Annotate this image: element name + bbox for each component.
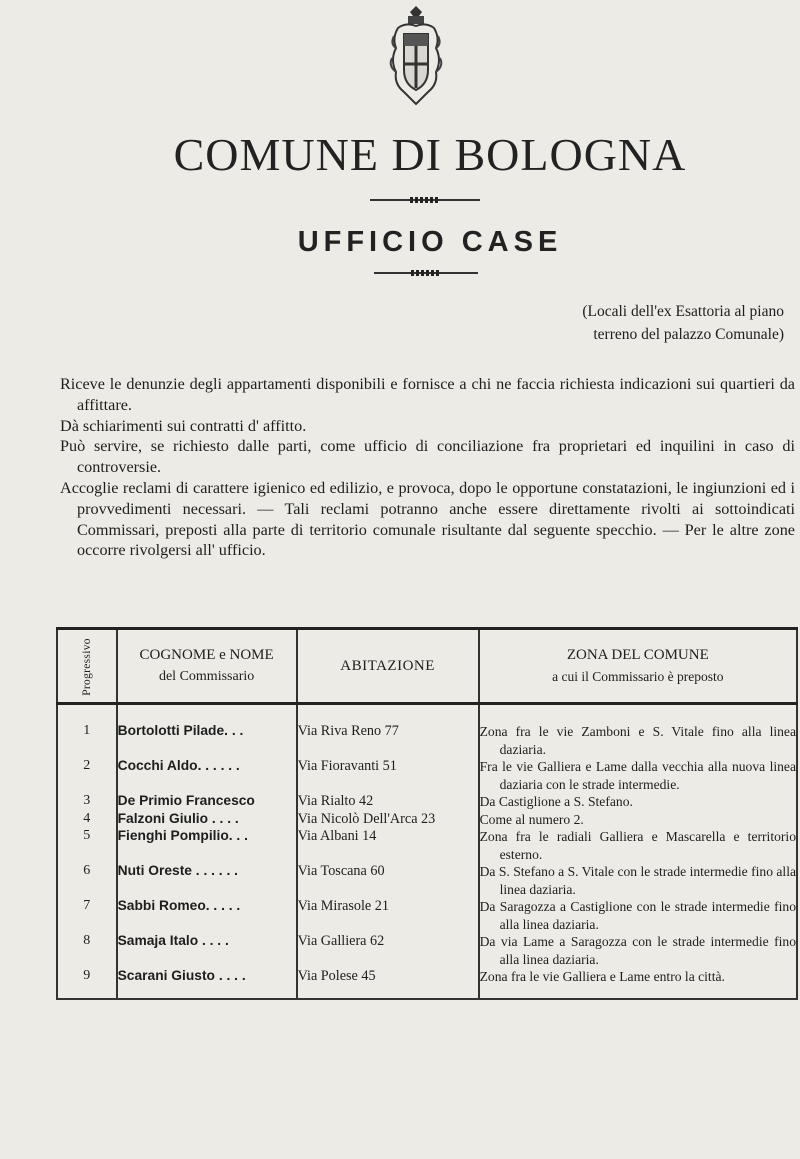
- commissioner-name: Fienghi Pompilio. . .: [117, 828, 297, 863]
- commissioner-name: Nuti Oreste . . . . . .: [117, 863, 297, 898]
- row-number: 1: [57, 704, 117, 759]
- header-name-line2: del Commissario: [158, 669, 255, 684]
- commissioner-zone: Da S. Stefano a S. Vitale con le strade intermedie fino alla linea daziaria.: [479, 864, 797, 897]
- commissioner-name: Bortolotti Pilade. . .: [117, 704, 297, 759]
- paragraph: Riceve le denunzie degli appartamenti disponibili e fornisce a chi ne faccia richiesta indicazioni sui quartieri da affittare.: [60, 375, 795, 414]
- commissioner-name: Cocchi Aldo. . . . . .: [117, 758, 297, 793]
- location-line: (Locali dell'ex Esattoria al piano: [582, 303, 784, 320]
- row-number: 7: [57, 898, 117, 933]
- commissioner-name: Sabbi Romeo. . . . .: [117, 898, 297, 933]
- location-line: terreno del palazzo Comunale): [593, 326, 784, 343]
- commissioner-address: Via Nicolò Dell'Arca 23: [297, 811, 479, 829]
- commissioner-name: De Primio Francesco: [117, 793, 297, 811]
- commissioner-name: Falzoni Giulio . . . .: [117, 811, 297, 829]
- commissioner-zone: Da Castiglione a S. Stefano.: [479, 793, 797, 811]
- commissioner-zone: Zona fra le radiali Galliera e Mascarella e territorio esterno.: [479, 829, 796, 862]
- office-location: [484, 300, 784, 346]
- commissioner-address: Via Riva Reno 77: [297, 704, 479, 759]
- header-progressivo: Progressivo: [57, 629, 117, 704]
- commissioner-address: Via Rialto 42: [297, 793, 479, 811]
- table-row: [57, 811, 797, 829]
- table-row: [57, 933, 797, 968]
- paragraph: Accoglie reclami di carattere igienico ed edilizio, e provoca, dopo le opportune constatazioni, le ingiunzioni ed i provvedimenti necessari. — Tali reclami potranno anche essere direttamente rivolti ai sottoindicati Commissari, preposti alla parte di territorio comunale risultante dal seguente specchio. — Per le altre zone occorre rivolgersi all' ufficio.: [60, 478, 795, 560]
- row-number: 6: [57, 863, 117, 898]
- coat-of-arms-icon: [388, 4, 444, 106]
- subtitle-divider: [374, 272, 478, 274]
- table-row: [57, 793, 797, 811]
- table-header-row: [57, 629, 797, 704]
- header-zone: [479, 629, 797, 704]
- commissioner-address: Via Albani 14: [297, 828, 479, 863]
- office-title: UFFICIO CASE: [297, 226, 563, 258]
- commissioner-name: Scarani Giusto . . . .: [117, 968, 297, 999]
- header-zone-line1: ZONA DEL COMUNE: [566, 647, 709, 663]
- table-row: [57, 863, 797, 898]
- commissioner-address: Via Fioravanti 51: [297, 758, 479, 793]
- title-divider: [370, 199, 480, 201]
- table-row: [57, 704, 797, 759]
- commissioner-address: Via Galliera 62: [297, 933, 479, 968]
- header-name: [117, 629, 297, 704]
- commissioner-zone: Da Saragozza a Castiglione con le strade intermedie fino alla linea daziaria.: [479, 899, 796, 932]
- table-row: [57, 758, 797, 793]
- commissioner-zone: Come al numero 2.: [479, 811, 797, 829]
- commissioner-address: Via Polese 45: [297, 968, 479, 999]
- row-number: 9: [57, 968, 117, 999]
- header-abitazione: ABITAZIONE: [297, 629, 479, 704]
- row-number: 4: [57, 811, 117, 829]
- row-number: 8: [57, 933, 117, 968]
- row-number: 2: [57, 758, 117, 793]
- table-row: [57, 828, 797, 863]
- commissioner-zone: Zona fra le vie Galliera e Lame entro la città.: [479, 968, 797, 999]
- page-title: COMUNE DI BOLOGNA: [173, 129, 687, 180]
- row-number: 5: [57, 828, 117, 863]
- commissioner-address: Via Toscana 60: [297, 863, 479, 898]
- commissioner-zone: Da via Lame a Saragozza con le strade intermedie fino alla linea daziaria.: [479, 934, 796, 967]
- table-row: [57, 898, 797, 933]
- paragraph: Può servire, se richiesto dalle parti, come ufficio di conciliazione fra proprietari ed inquilini in caso di controversie.: [60, 437, 795, 477]
- description: [60, 374, 795, 561]
- commissioner-address: Via Mirasole 21: [297, 898, 479, 933]
- row-number: 3: [57, 793, 117, 811]
- header-name-line1: COGNOME e NOME: [139, 647, 274, 663]
- table-row: [57, 968, 797, 999]
- commissioner-name: Samaja Italo . . . .: [117, 933, 297, 968]
- commissioner-zone: Zona fra le vie Zamboni e S. Vitale fino alla linea daziaria.: [479, 704, 797, 759]
- header-zone-line2: a cui il Commissario è preposto: [552, 669, 724, 684]
- commissioner-zone: Fra le vie Galliera e Lame dalla vecchia alla nuova linea daziaria con le strade intermedie.: [479, 759, 796, 792]
- commissioners-table: [56, 627, 798, 1000]
- paragraph: Dà schiarimenti sui contratti d' affitto.: [60, 416, 307, 435]
